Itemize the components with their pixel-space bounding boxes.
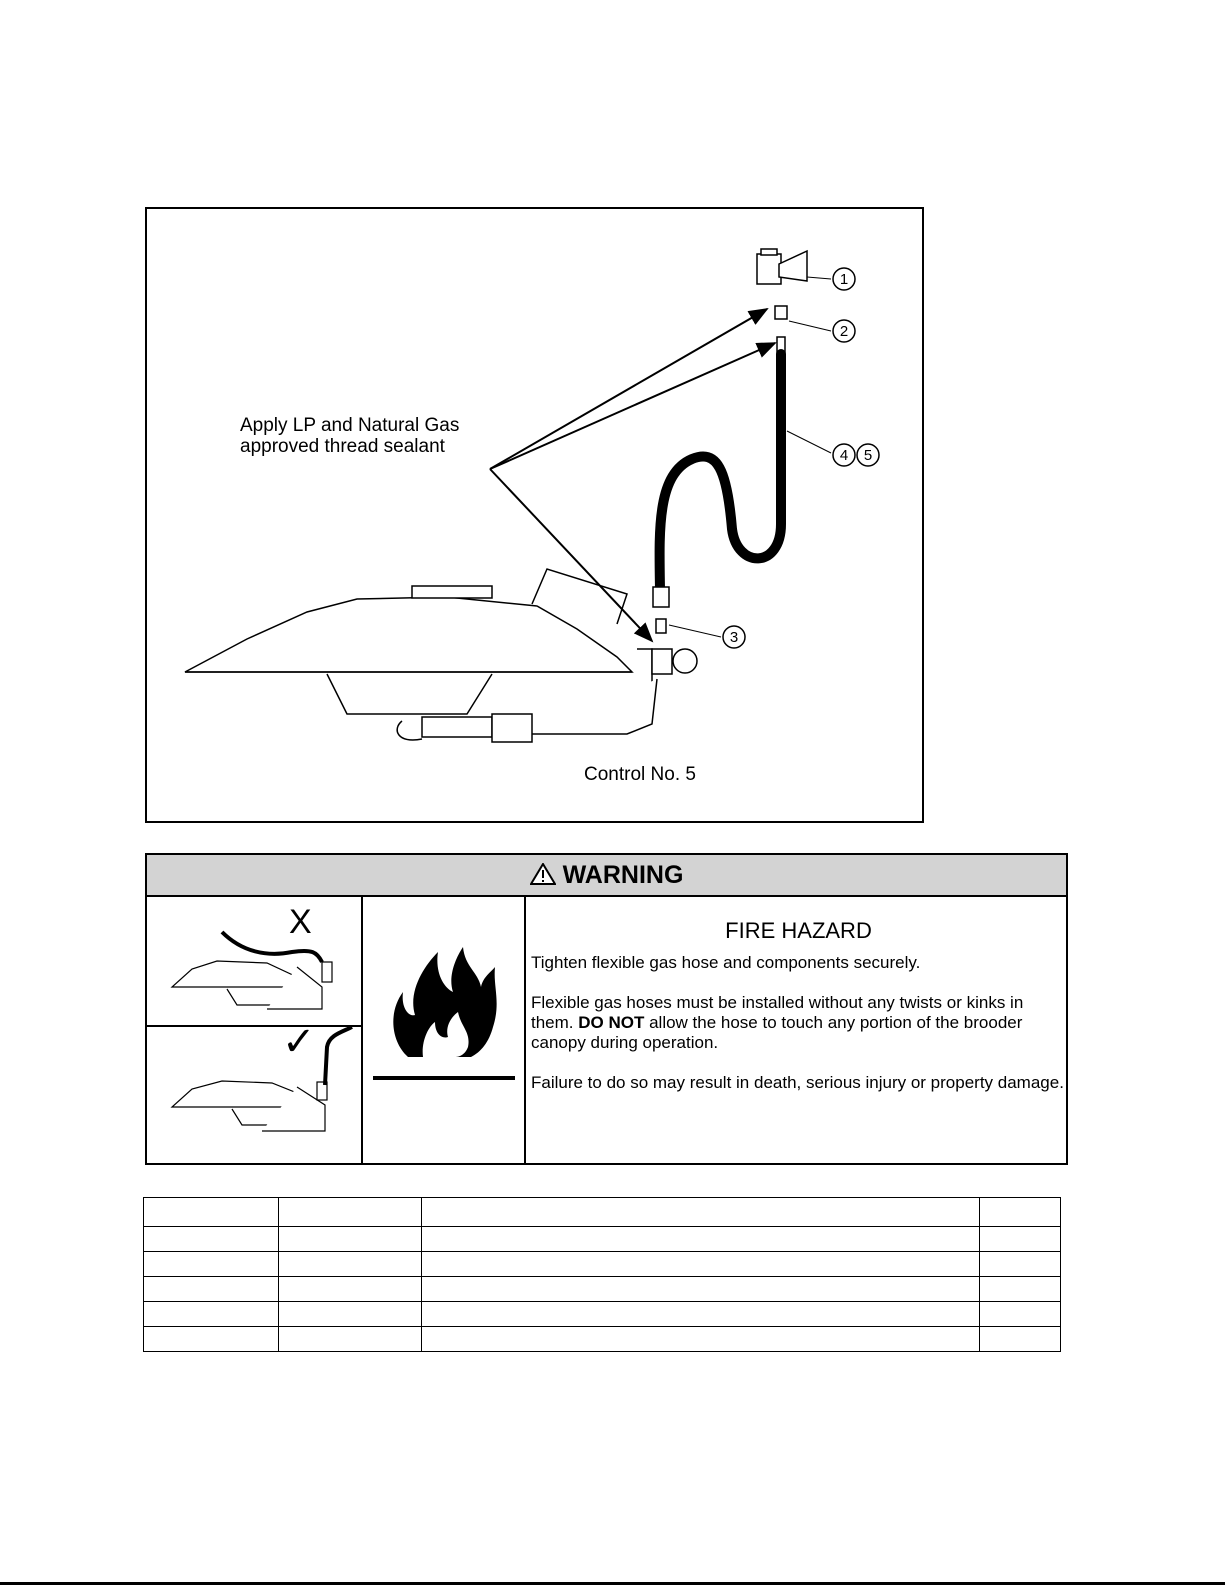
warning-triangle-icon [530,861,563,889]
table-cell [144,1252,279,1277]
fire-icon [363,897,524,1165]
wrong-install-illustration [147,897,361,1025]
callout-3-label: 3 [729,629,739,646]
table-cell [980,1227,1061,1252]
table-row [144,1302,1061,1327]
table-cell [279,1227,422,1252]
warning-paragraph-2: Flexible gas hoses must be installed without any twists or kinks in them. DO NOT allow the hose to touch any portion of the brooder canopy during operation. [531,993,1024,1052]
callout-5-label: 5 [863,447,873,464]
table-cell [422,1327,980,1352]
table-cell [980,1327,1061,1352]
table-row [144,1227,1061,1252]
parts-table [143,1197,1061,1352]
warning-title: WARNING [562,861,684,889]
table-cell [980,1198,1061,1227]
gas-valve-part [757,249,807,284]
table-cell [980,1277,1061,1302]
diagram-caption: Control No. 5 [584,764,696,785]
fire-hazard-title: FIRE HAZARD [725,918,872,943]
table-cell [980,1252,1061,1277]
table-cell [422,1302,980,1327]
table-cell [422,1277,980,1302]
table-cell [279,1252,422,1277]
sealant-note-line1: Apply LP and Natural Gas [240,415,460,436]
callout-1-label: 1 [839,271,849,288]
callout-4-label: 4 [839,447,849,464]
assembly-diagram [145,207,924,823]
table-cell [144,1302,279,1327]
table-cell [144,1277,279,1302]
table-cell [279,1277,422,1302]
table-row [144,1277,1061,1302]
warning-paragraph-1: Tighten flexible gas hose and components securely. [531,953,921,972]
wrong-mark: X [289,903,312,941]
flexible-gas-hose [660,354,781,589]
table-cell [144,1327,279,1352]
table-cell [144,1198,279,1227]
table-cell [279,1327,422,1352]
brooder-assembly-drawing [147,209,922,821]
table-row [144,1198,1061,1227]
sealant-note-line2: approved thread sealant [240,436,445,457]
table-row [144,1327,1061,1352]
warning-text [531,899,1066,1113]
table-cell [422,1198,980,1227]
warning-header [147,855,1066,897]
fitting-part [775,306,787,319]
table-cell [144,1227,279,1252]
table-cell [279,1198,422,1227]
table-cell [422,1252,980,1277]
table-row [144,1252,1061,1277]
table-cell [279,1302,422,1327]
correct-install-illustration [147,1020,361,1165]
callout-2-label: 2 [839,323,849,340]
correct-mark: ✓ [282,1020,316,1064]
table-cell [980,1302,1061,1327]
fire-hazard-warning [145,853,1068,1165]
brooder-canopy [185,569,697,742]
table-cell [422,1227,980,1252]
warning-paragraph-3: Failure to do so may result in death, serious injury or property damage. [531,1073,1064,1092]
